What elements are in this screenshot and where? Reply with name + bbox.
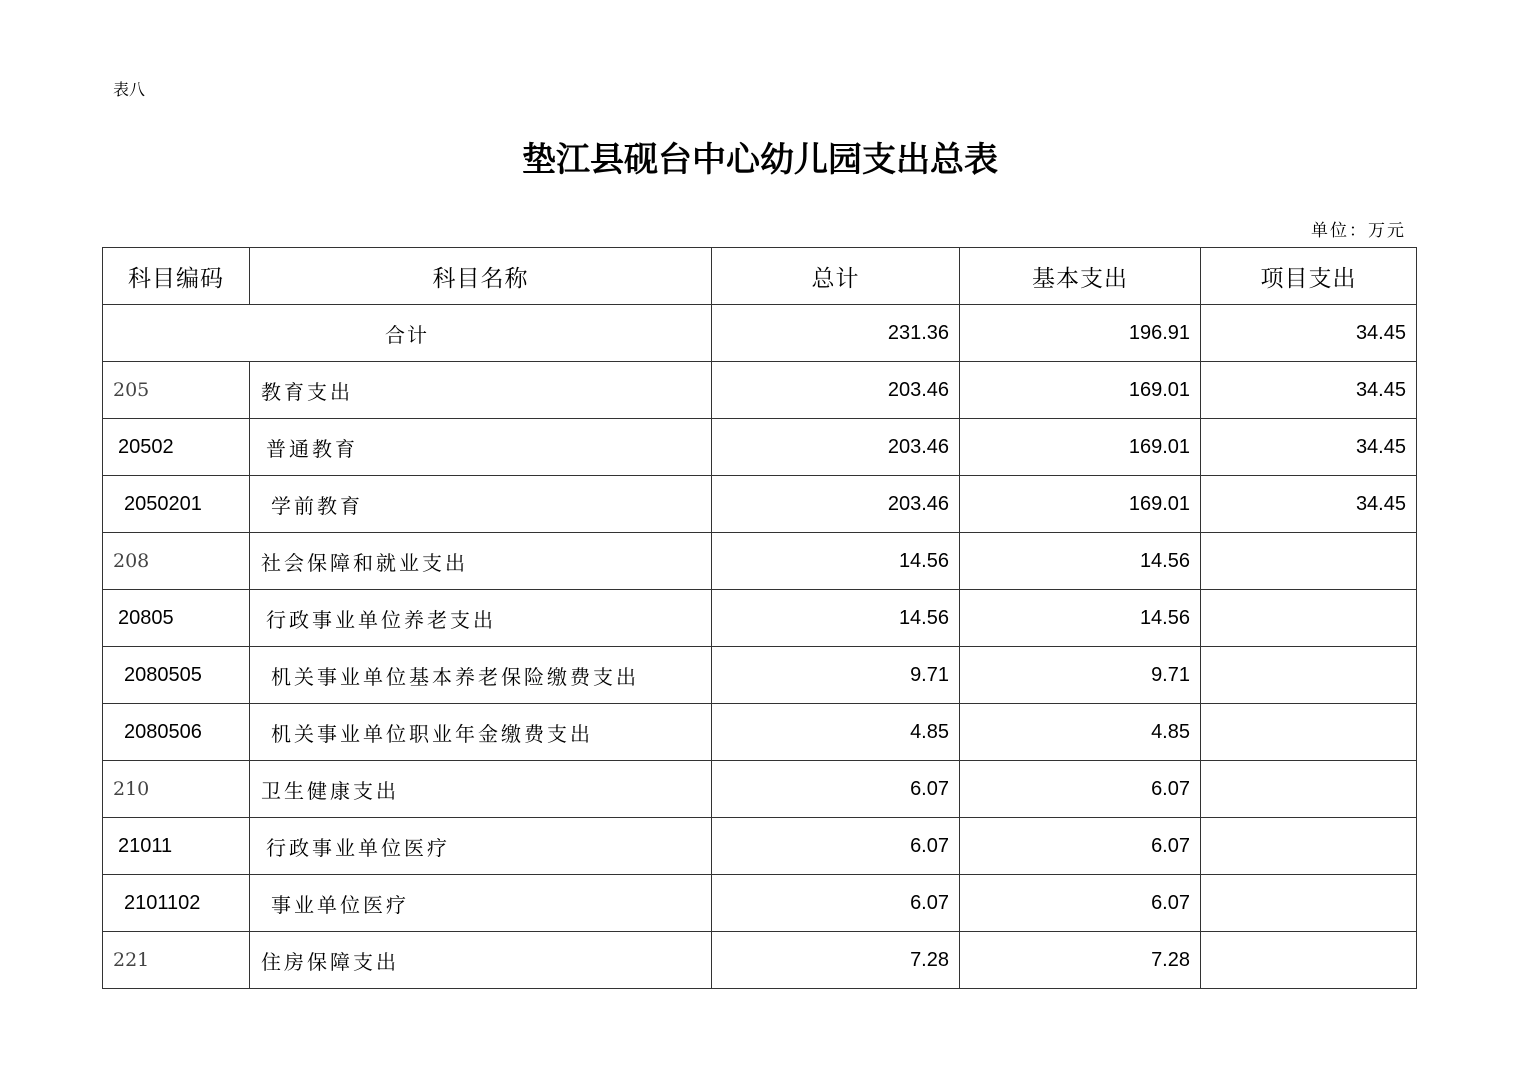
- table-row: [103, 647, 1417, 704]
- summary-total: 231.36: [712, 305, 960, 362]
- row-project: [1201, 875, 1417, 932]
- table-row: [103, 533, 1417, 590]
- row-code: 2050201: [103, 476, 250, 533]
- row-basic: 14.56: [960, 533, 1201, 590]
- row-name: 卫生健康支出: [250, 761, 712, 818]
- table-row: [103, 419, 1417, 476]
- row-project: [1201, 818, 1417, 875]
- row-total: 203.46: [712, 419, 960, 476]
- table-number-label: 表八: [113, 80, 146, 99]
- row-name: 社会保障和就业支出: [250, 533, 712, 590]
- row-code: 210: [103, 761, 250, 818]
- row-basic: 14.56: [960, 590, 1201, 647]
- row-name: 机关事业单位基本养老保险缴费支出: [250, 647, 712, 704]
- row-name: 事业单位医疗: [250, 875, 712, 932]
- row-project: [1201, 590, 1417, 647]
- header-code: 科目编码: [103, 248, 250, 305]
- row-total: 203.46: [712, 362, 960, 419]
- row-code: 208: [103, 533, 250, 590]
- row-project: 34.45: [1201, 476, 1417, 533]
- table-row: [103, 476, 1417, 533]
- table-row: [103, 932, 1417, 989]
- row-name: 行政事业单位医疗: [250, 818, 712, 875]
- header-total: 总计: [712, 248, 960, 305]
- document-title: 垫江县砚台中心幼儿园支出总表: [522, 140, 998, 180]
- row-name: 行政事业单位养老支出: [250, 590, 712, 647]
- row-name: 住房保障支出: [250, 932, 712, 989]
- row-basic: 9.71: [960, 647, 1201, 704]
- row-basic: 6.07: [960, 761, 1201, 818]
- row-project: 34.45: [1201, 362, 1417, 419]
- row-total: 6.07: [712, 875, 960, 932]
- row-total: 203.46: [712, 476, 960, 533]
- row-basic: 4.85: [960, 704, 1201, 761]
- table-row: [103, 818, 1417, 875]
- summary-row: [103, 305, 1417, 362]
- row-name: 机关事业单位职业年金缴费支出: [250, 704, 712, 761]
- row-project: [1201, 932, 1417, 989]
- table-row: [103, 362, 1417, 419]
- header-row: [103, 248, 1417, 305]
- header-name: 科目名称: [250, 248, 712, 305]
- table-row: [103, 590, 1417, 647]
- row-project: [1201, 647, 1417, 704]
- row-code: 205: [103, 362, 250, 419]
- row-basic: 6.07: [960, 875, 1201, 932]
- row-total: 7.28: [712, 932, 960, 989]
- summary-basic: 196.91: [960, 305, 1201, 362]
- unit-label: 单位：万元: [1311, 221, 1406, 241]
- row-basic: 7.28: [960, 932, 1201, 989]
- row-code: 2080505: [103, 647, 250, 704]
- row-project: [1201, 761, 1417, 818]
- table-row: [103, 704, 1417, 761]
- row-name: 教育支出: [250, 362, 712, 419]
- row-total: 6.07: [712, 818, 960, 875]
- row-project: [1201, 533, 1417, 590]
- row-total: 14.56: [712, 533, 960, 590]
- row-total: 6.07: [712, 761, 960, 818]
- row-code: 21011: [103, 818, 250, 875]
- header-basic: 基本支出: [960, 248, 1201, 305]
- row-basic: 169.01: [960, 476, 1201, 533]
- summary-project: 34.45: [1201, 305, 1417, 362]
- row-basic: 169.01: [960, 419, 1201, 476]
- row-project: [1201, 704, 1417, 761]
- row-total: 9.71: [712, 647, 960, 704]
- table-row: [103, 875, 1417, 932]
- row-code: 221: [103, 932, 250, 989]
- row-code: 2101102: [103, 875, 250, 932]
- header-project: 项目支出: [1201, 248, 1417, 305]
- summary-label: 合计: [103, 305, 712, 362]
- row-name: 学前教育: [250, 476, 712, 533]
- row-total: 4.85: [712, 704, 960, 761]
- row-project: 34.45: [1201, 419, 1417, 476]
- row-basic: 6.07: [960, 818, 1201, 875]
- row-code: 2080506: [103, 704, 250, 761]
- row-code: 20805: [103, 590, 250, 647]
- row-basic: 169.01: [960, 362, 1201, 419]
- row-total: 14.56: [712, 590, 960, 647]
- row-code: 20502: [103, 419, 250, 476]
- expenditure-table: [102, 247, 1417, 989]
- table-row: [103, 761, 1417, 818]
- row-name: 普通教育: [250, 419, 712, 476]
